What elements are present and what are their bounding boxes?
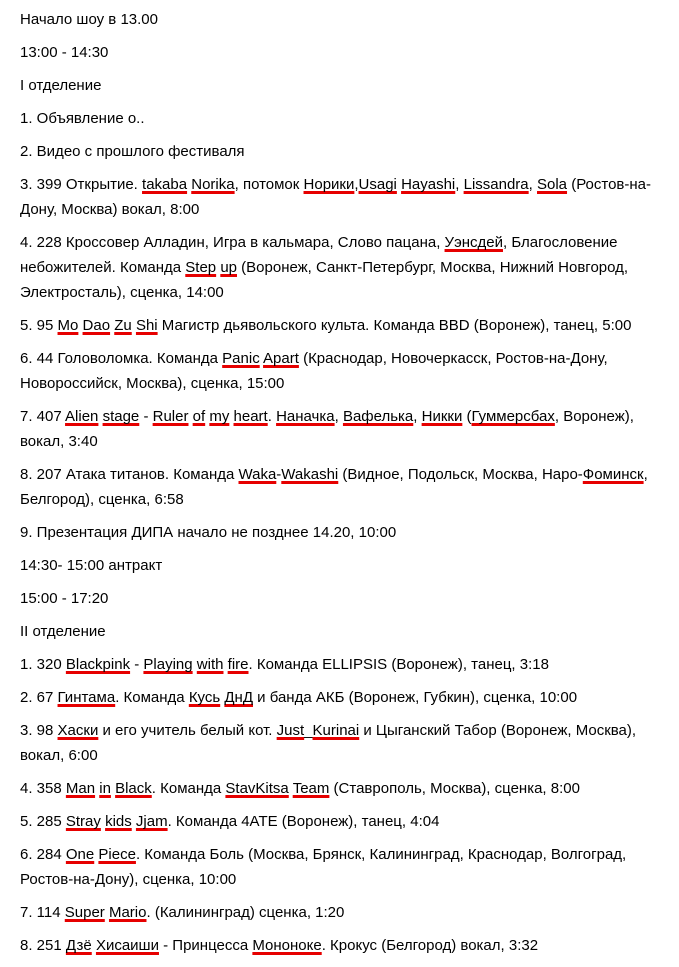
misspelled-word: Никки bbox=[421, 408, 463, 425]
misspelled-word: of bbox=[192, 408, 206, 425]
misspelled-word: Team bbox=[292, 780, 330, 797]
text-run: . Команда Боль (Москва, Брянск, Калининград, Краснодар, Волгоград, Ростов-на-Дону), сценка, 10:00 bbox=[20, 846, 627, 888]
text-run: . (Калининград) сценка, 1:20 bbox=[146, 904, 345, 921]
text-run: Магистр дьявольского культа. Команда BBD (Воронеж), танец, 5:00 bbox=[157, 317, 632, 334]
misspelled-word: Wakashi bbox=[281, 466, 339, 483]
text-run: 1. Объявление о.. bbox=[20, 110, 145, 127]
text-run: 2. Видео с прошлого фестиваля bbox=[20, 143, 245, 160]
text-run: - bbox=[130, 656, 144, 673]
misspelled-word: Playing bbox=[143, 656, 193, 673]
misspelled-word: heart bbox=[233, 408, 268, 425]
text-run: 7. 114 bbox=[20, 904, 65, 921]
paragraph bbox=[20, 652, 671, 677]
misspelled-word: Step bbox=[185, 259, 217, 276]
misspelled-word: stage bbox=[102, 408, 140, 425]
paragraph bbox=[20, 313, 671, 338]
misspelled-word: Наначка bbox=[276, 408, 335, 425]
text-run: 4. 358 bbox=[20, 780, 66, 797]
paragraph bbox=[20, 809, 671, 834]
misspelled-word: Норики bbox=[303, 176, 355, 193]
text-run: и банда АКБ (Воронеж, Губкин), сценка, 10:00 bbox=[252, 689, 578, 706]
text-run: II отделение bbox=[20, 623, 106, 640]
text-run: 13:00 - 14:30 bbox=[20, 44, 109, 61]
misspelled-word: Mario bbox=[108, 904, 147, 921]
misspelled-word: Lissandra bbox=[463, 176, 529, 193]
misspelled-word: fire bbox=[227, 656, 249, 673]
document-page bbox=[20, 7, 671, 967]
misspelled-word: Ruler bbox=[152, 408, 189, 425]
text-run: - bbox=[276, 466, 282, 483]
misspelled-word: Гуммерсбах bbox=[471, 408, 555, 425]
misspelled-word: Кусь bbox=[188, 689, 221, 706]
paragraph bbox=[20, 106, 671, 131]
text-run: , Воронеж), вокал, 3:40 bbox=[20, 408, 634, 450]
text-run: , bbox=[455, 176, 464, 193]
misspelled-word: Sola bbox=[537, 176, 568, 193]
misspelled-word: Уэнсдей bbox=[444, 234, 503, 251]
misspelled-word: Norika bbox=[191, 176, 235, 193]
misspelled-word: Man bbox=[65, 780, 96, 797]
misspelled-word: Super bbox=[64, 904, 105, 921]
paragraph bbox=[20, 40, 671, 65]
misspelled-word: Blackpink bbox=[65, 656, 131, 673]
text-run: Начало шоу в 13.00 bbox=[20, 11, 158, 28]
misspelled-word: Stray bbox=[65, 813, 101, 830]
paragraph bbox=[20, 718, 671, 768]
text-run: (Ставрополь, Москва), сценка, 8:00 bbox=[329, 780, 580, 797]
paragraph bbox=[20, 346, 671, 396]
text-run: 3. 98 bbox=[20, 722, 58, 739]
text-run: , bbox=[413, 408, 422, 425]
misspelled-word: Apart bbox=[263, 350, 299, 367]
paragraph bbox=[20, 900, 671, 925]
text-run: (Краснодар, Новочеркасск, Ростов-на-Дону, Новороссийск, Москва), сценка, 15:00 bbox=[20, 350, 608, 392]
text-run: ( bbox=[462, 408, 472, 425]
misspelled-word: Хаски bbox=[57, 722, 99, 739]
document-body bbox=[20, 7, 671, 958]
paragraph bbox=[20, 7, 671, 32]
text-run: и Цыганский Табор (Воронеж, Москва), вокал, 6:00 bbox=[20, 722, 637, 764]
paragraph bbox=[20, 619, 671, 644]
text-run: , bbox=[354, 176, 359, 193]
paragraph bbox=[20, 462, 671, 512]
paragraph bbox=[20, 404, 671, 454]
misspelled-word: Dao bbox=[82, 317, 111, 334]
misspelled-word: Waka bbox=[238, 466, 277, 483]
text-run: , Белгород), сценка, 6:58 bbox=[20, 466, 648, 508]
paragraph bbox=[20, 172, 671, 222]
text-run: . Команда bbox=[151, 780, 226, 797]
misspelled-word: Дзё bbox=[65, 937, 92, 954]
text-run: 5. 285 bbox=[20, 813, 66, 830]
misspelled-word: Mo bbox=[57, 317, 79, 334]
misspelled-word: Jjam bbox=[135, 813, 168, 830]
text-run: 2. 67 bbox=[20, 689, 58, 706]
misspelled-word: Black bbox=[115, 780, 152, 797]
text-run: (Видное, Подольск, Москва, Наро- bbox=[338, 466, 583, 483]
paragraph bbox=[20, 933, 671, 958]
text-run: . Крокус (Белгород) вокал, 3:32 bbox=[321, 937, 539, 954]
paragraph bbox=[20, 776, 671, 801]
text-run: 3. 399 Открытие. bbox=[20, 176, 143, 193]
misspelled-word: Alien bbox=[65, 408, 99, 425]
text-run: . Команда ELLIPSIS (Воронеж), танец, 3:18 bbox=[248, 656, 549, 673]
text-run: 9. Презентация ДИПА начало не позднее 14.20, 10:00 bbox=[20, 524, 397, 541]
text-run: I отделение bbox=[20, 77, 102, 94]
misspelled-word: Usagi bbox=[358, 176, 397, 193]
misspelled-word: Just bbox=[276, 722, 305, 739]
misspelled-word: Piece bbox=[98, 846, 136, 863]
misspelled-word: Хисаиши bbox=[95, 937, 159, 954]
text-run: . Команда bbox=[115, 689, 189, 706]
misspelled-word: kids bbox=[105, 813, 132, 830]
misspelled-word: takaba bbox=[142, 176, 188, 193]
text-run: 6. 284 bbox=[20, 846, 66, 863]
paragraph bbox=[20, 73, 671, 98]
paragraph bbox=[20, 842, 671, 892]
text-run: 8. 251 bbox=[20, 937, 66, 954]
misspelled-word: Hayashi bbox=[401, 176, 456, 193]
text-run: (Ростов-на-Дону, Москва) вокал, 8:00 bbox=[20, 176, 652, 218]
paragraph bbox=[20, 139, 671, 164]
text-run: . Команда 4ATE (Воронеж), танец, 4:04 bbox=[167, 813, 440, 830]
misspelled-word: my bbox=[209, 408, 230, 425]
paragraph bbox=[20, 685, 671, 710]
text-run: - bbox=[139, 408, 153, 425]
text-run: 1. 320 bbox=[20, 656, 66, 673]
misspelled-word: One bbox=[65, 846, 95, 863]
text-run: , потомок bbox=[234, 176, 304, 193]
paragraph bbox=[20, 230, 671, 305]
misspelled-word: Kurinai bbox=[312, 722, 360, 739]
text-run: . bbox=[267, 408, 277, 425]
misspelled-word: ДнД bbox=[224, 689, 253, 706]
misspelled-word: Гинтама bbox=[57, 689, 116, 706]
paragraph bbox=[20, 553, 671, 578]
misspelled-word: Фоминск bbox=[582, 466, 644, 483]
text-run: - Принцесса bbox=[158, 937, 253, 954]
misspelled-word: with bbox=[196, 656, 224, 673]
text-run: 5. 95 bbox=[20, 317, 58, 334]
text-run: 7. 407 bbox=[20, 408, 66, 425]
text-run: и его учитель белый кот. bbox=[98, 722, 277, 739]
misspelled-word: Shi bbox=[135, 317, 158, 334]
misspelled-word: up bbox=[220, 259, 237, 276]
text-run: , bbox=[528, 176, 537, 193]
text-run: , bbox=[334, 408, 343, 425]
text-run: (Воронеж, Санкт-Петербург, Москва, Нижний Новгород, Электросталь), сценка, 14:00 bbox=[20, 259, 629, 301]
misspelled-word: StavKitsa bbox=[225, 780, 289, 797]
paragraph bbox=[20, 586, 671, 611]
text-run: _ bbox=[304, 722, 313, 739]
misspelled-word: Zu bbox=[114, 317, 132, 334]
text-run: 15:00 - 17:20 bbox=[20, 590, 109, 607]
text-run: , Благословение небожителей. Команда bbox=[20, 234, 618, 276]
misspelled-word: Вафелька bbox=[342, 408, 414, 425]
misspelled-word: Мононоке bbox=[252, 937, 322, 954]
text-run: 14:30- 15:00 антракт bbox=[20, 557, 163, 574]
text-run: 8. 207 Атака титанов. Команда bbox=[20, 466, 239, 483]
text-run: 6. 44 Головоломка. Команда bbox=[20, 350, 223, 367]
text-run: 4. 228 Кроссовер Алладин, Игра в кальмара, Слово пацана, bbox=[20, 234, 445, 251]
misspelled-word: in bbox=[99, 780, 111, 797]
paragraph bbox=[20, 520, 671, 545]
misspelled-word: Panic bbox=[222, 350, 260, 367]
